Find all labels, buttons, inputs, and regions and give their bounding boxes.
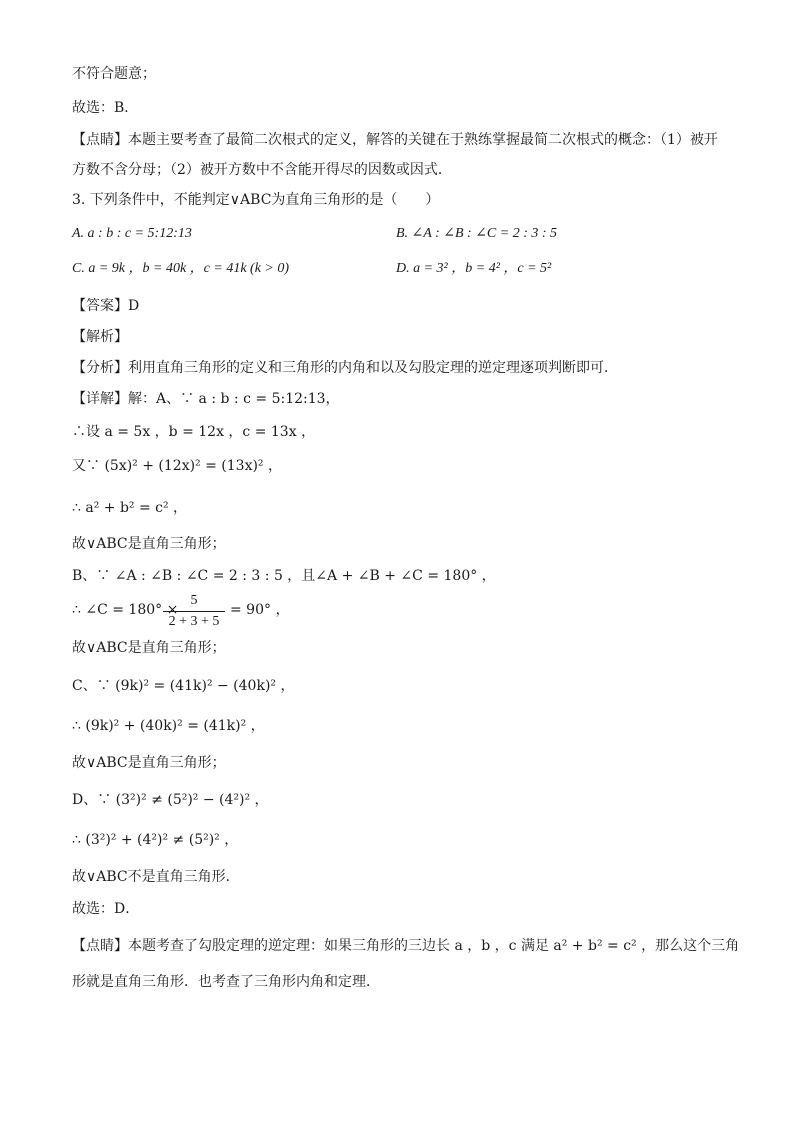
- step-b2-left: ∴ ∠C = 180° ×: [72, 602, 179, 618]
- step-b1: B、∵ ∠A : ∠B : ∠C = 2 : 3 : 5 ，且∠A + ∠B + ∠C = 180° ，: [72, 568, 496, 584]
- option-b: B. ∠A : ∠B : ∠C = 2 : 3 : 5: [396, 226, 558, 241]
- step-a4: ∴ a² + b² = c² ，: [72, 500, 188, 516]
- step-c2: ∴ (9k)² + (40k)² = (41k)² ，: [72, 718, 265, 734]
- fraction-numerator: 5: [190, 593, 198, 608]
- step-c1: C、∵ (9k)² = (41k)² − (40k)² ，: [72, 678, 295, 694]
- answer-label: 【答案】D: [72, 298, 140, 314]
- jiexi-label: 【解析】: [72, 329, 128, 345]
- step-a2: ∴设 a = 5x ，b = 12x ，c = 13x ，: [72, 424, 316, 440]
- option-a: A. a : b : c = 5:12:13: [72, 226, 192, 241]
- step-a5: 故∨ABC是直角三角形；: [72, 536, 226, 552]
- step-b3: 故∨ABC是直角三角形；: [72, 640, 226, 656]
- dianjing-final-2: 形就是直角三角形．也考查了三角形内角和定理．: [72, 974, 380, 990]
- option-c: C. a = 9k ，b = 40k ，c = 41k (k > 0): [72, 261, 290, 276]
- fraction-bar: [163, 611, 225, 612]
- fenxi-line: 【分析】利用直角三角形的定义和三角形的内角和以及勾股定理的逆定理逐项判断即可．: [72, 360, 618, 376]
- xiangjie-line: 【详解】解：A、∵ a : b : c = 5:12:13，: [72, 391, 340, 407]
- option-d: D. a = 3² ，b = 4² ，c = 5²: [396, 261, 552, 276]
- step-d3: 故∨ABC不是直角三角形．: [72, 869, 240, 885]
- step-d1: D、∵ (3²)² ≠ (5²)² − (4²)² ，: [72, 792, 269, 808]
- step-c3: 故∨ABC是直角三角形；: [72, 755, 226, 771]
- fraction-denominator: 2 + 3 + 5: [168, 614, 220, 629]
- question-3-stem: 3. 下列条件中，不能判定∨ABC为直角三角形的是（ ）: [72, 192, 440, 208]
- dianjing-line-1: 【点睛】本题主要考查了最简二次根式的定义，解答的关键在于熟练掌握最简二次根式的概念：（1）被开: [72, 132, 718, 148]
- text-line: 不符合题意；: [72, 66, 156, 82]
- dianjing-final-1: 【点睛】本题考查了勾股定理的逆定理：如果三角形的三边长 a ，b ，c 满足 a² + b² = c² ，那么这个三角: [72, 938, 740, 954]
- text-line: 故选：B．: [72, 100, 139, 116]
- step-d2: ∴ (3²)² + (4²)² ≠ (5²)² ，: [72, 832, 239, 848]
- step-b2-right: = 90° ，: [230, 602, 290, 618]
- step-d4: 故选：D．: [72, 901, 140, 917]
- step-a3: 又∵ (5x)² + (12x)² = (13x)² ，: [72, 458, 282, 474]
- fraction: [163, 592, 225, 631]
- dianjing-line-2: 方数不含分母；（2）被开方数中不含能开得尽的因数或因式．: [72, 162, 452, 178]
